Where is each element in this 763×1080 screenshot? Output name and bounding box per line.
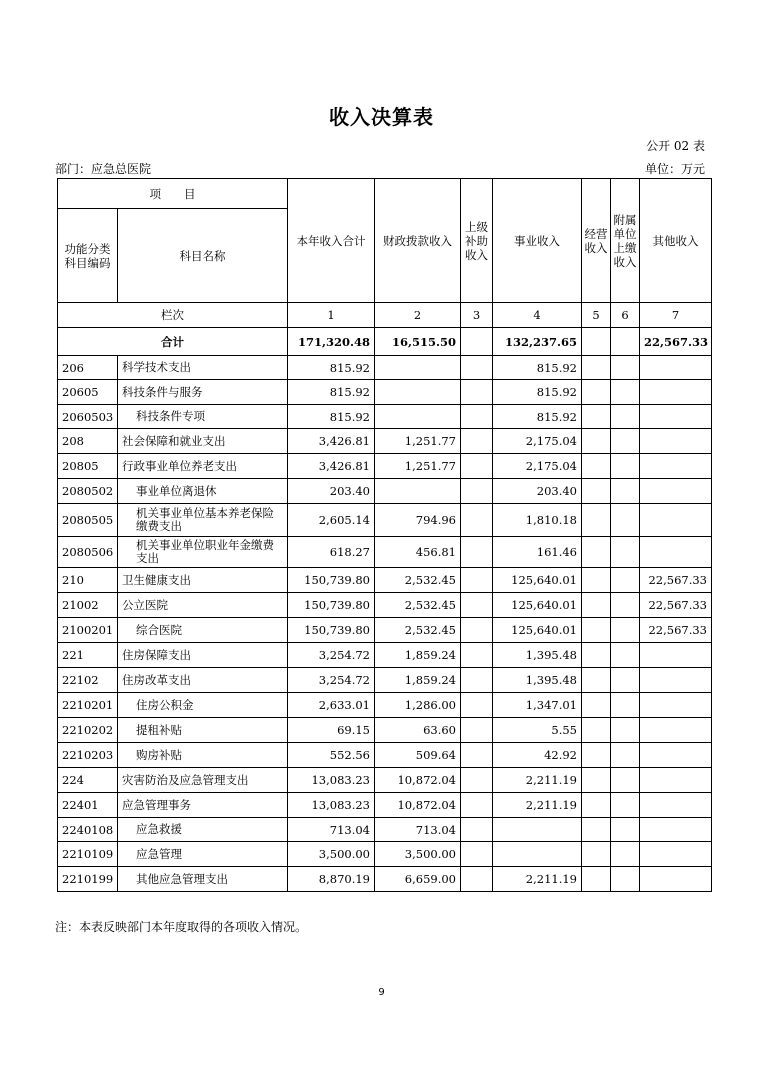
row-c5 <box>582 380 611 405</box>
row-c4: 1,395.48 <box>493 643 582 668</box>
index-label: 栏次 <box>58 303 288 328</box>
header-col2: 财政拨款收入 <box>375 179 461 303</box>
row-c1: 3,426.81 <box>288 454 375 479</box>
table-note: 注：本表反映部门本年度取得的各项收入情况。 <box>55 920 308 934</box>
row-c2: 1,251.77 <box>375 454 461 479</box>
table-row <box>58 479 712 504</box>
row-c3 <box>461 618 493 643</box>
row-c1: 815.92 <box>288 405 375 429</box>
row-c6 <box>611 356 640 380</box>
row-c7 <box>640 405 712 429</box>
row-c6 <box>611 743 640 768</box>
index-4: 4 <box>493 303 582 328</box>
row-c5 <box>582 405 611 429</box>
row-c6 <box>611 768 640 793</box>
row-c7 <box>640 718 712 743</box>
total-row <box>58 328 712 356</box>
table-row <box>58 405 712 429</box>
row-c5 <box>582 768 611 793</box>
row-c4 <box>493 818 582 842</box>
row-c2: 63.60 <box>375 718 461 743</box>
row-c2: 1,286.00 <box>375 693 461 718</box>
row-c6 <box>611 818 640 842</box>
row-c4: 815.92 <box>493 356 582 380</box>
row-c6 <box>611 793 640 818</box>
page-number: 9 <box>378 987 385 998</box>
row-c4: 2,175.04 <box>493 454 582 479</box>
row-c3 <box>461 793 493 818</box>
row-c4: 815.92 <box>493 380 582 405</box>
row-name: 社会保障和就业支出 <box>118 429 288 454</box>
index-row <box>58 303 712 328</box>
header-col7: 其他收入 <box>640 179 712 303</box>
row-code: 21002 <box>58 593 118 618</box>
row-c3 <box>461 537 493 568</box>
row-c5 <box>582 842 611 867</box>
row-c5 <box>582 818 611 842</box>
table-row <box>58 867 712 892</box>
row-c4: 815.92 <box>493 405 582 429</box>
row-c6 <box>611 504 640 537</box>
row-name: 住房保障支出 <box>118 643 288 668</box>
row-c1: 3,426.81 <box>288 429 375 454</box>
row-c2: 2,532.45 <box>375 618 461 643</box>
income-table <box>57 178 712 892</box>
row-c6 <box>611 718 640 743</box>
row-code: 224 <box>58 768 118 793</box>
header-item: 项 目 <box>58 179 288 209</box>
row-c2: 2,532.45 <box>375 593 461 618</box>
row-c4: 42.92 <box>493 743 582 768</box>
table-row <box>58 568 712 593</box>
row-c4: 5.55 <box>493 718 582 743</box>
table-row <box>58 768 712 793</box>
row-c1: 8,870.19 <box>288 867 375 892</box>
row-c3 <box>461 668 493 693</box>
department-label: 部门：应急总医院 <box>55 162 152 176</box>
row-c7 <box>640 643 712 668</box>
table-row <box>58 793 712 818</box>
row-c3 <box>461 643 493 668</box>
row-c4: 1,810.18 <box>493 504 582 537</box>
row-c7: 22,567.33 <box>640 568 712 593</box>
row-c7: 22,567.33 <box>640 593 712 618</box>
table-row <box>58 818 712 842</box>
row-name: 购房补贴 <box>118 743 288 768</box>
row-c1: 150,739.80 <box>288 568 375 593</box>
row-c3 <box>461 768 493 793</box>
row-c6 <box>611 618 640 643</box>
row-name: 行政事业单位养老支出 <box>118 454 288 479</box>
row-c4: 125,640.01 <box>493 618 582 643</box>
row-c6 <box>611 668 640 693</box>
row-c2: 1,859.24 <box>375 643 461 668</box>
row-c6 <box>611 405 640 429</box>
row-c7 <box>640 793 712 818</box>
row-code: 20605 <box>58 380 118 405</box>
row-code: 2210201 <box>58 693 118 718</box>
row-c2: 10,872.04 <box>375 768 461 793</box>
index-1: 1 <box>288 303 375 328</box>
row-c2: 2,532.45 <box>375 568 461 593</box>
row-c1: 552.56 <box>288 743 375 768</box>
row-code: 2080502 <box>58 479 118 504</box>
row-c7 <box>640 768 712 793</box>
row-c6 <box>611 568 640 593</box>
row-c1: 13,083.23 <box>288 768 375 793</box>
index-3: 3 <box>461 303 493 328</box>
row-code: 2210202 <box>58 718 118 743</box>
row-code: 2100201 <box>58 618 118 643</box>
row-c7 <box>640 504 712 537</box>
row-c2: 10,872.04 <box>375 793 461 818</box>
row-name: 机关事业单位职业年金缴费支出 <box>118 537 288 568</box>
row-c4: 2,211.19 <box>493 768 582 793</box>
index-2: 2 <box>375 303 461 328</box>
total-c1: 171,320.48 <box>288 328 375 356</box>
row-name: 卫生健康支出 <box>118 568 288 593</box>
row-c4: 1,395.48 <box>493 668 582 693</box>
row-c5 <box>582 504 611 537</box>
row-c3 <box>461 568 493 593</box>
row-c1: 13,083.23 <box>288 793 375 818</box>
row-c1: 150,739.80 <box>288 618 375 643</box>
table-row <box>58 429 712 454</box>
row-c3 <box>461 718 493 743</box>
row-c1: 3,254.72 <box>288 643 375 668</box>
row-c1: 713.04 <box>288 818 375 842</box>
row-name: 应急救援 <box>118 818 288 842</box>
row-code: 210 <box>58 568 118 593</box>
total-c6 <box>611 328 640 356</box>
row-c5 <box>582 718 611 743</box>
row-c5 <box>582 356 611 380</box>
row-c3 <box>461 429 493 454</box>
table-row <box>58 593 712 618</box>
header-col4: 事业收入 <box>493 179 582 303</box>
total-c5 <box>582 328 611 356</box>
row-name: 科学技术支出 <box>118 356 288 380</box>
row-code: 206 <box>58 356 118 380</box>
row-c1: 150,739.80 <box>288 593 375 618</box>
row-name: 其他应急管理支出 <box>118 867 288 892</box>
row-c6 <box>611 593 640 618</box>
row-c6 <box>611 842 640 867</box>
row-c7 <box>640 454 712 479</box>
row-code: 22102 <box>58 668 118 693</box>
row-c3 <box>461 593 493 618</box>
row-c5 <box>582 693 611 718</box>
table-row <box>58 693 712 718</box>
table-row <box>58 668 712 693</box>
row-name: 综合医院 <box>118 618 288 643</box>
row-c1: 618.27 <box>288 537 375 568</box>
row-c2: 1,251.77 <box>375 429 461 454</box>
row-c2: 456.81 <box>375 537 461 568</box>
row-c3 <box>461 504 493 537</box>
total-label: 合计 <box>58 328 288 356</box>
unit-label: 单位：万元 <box>644 162 705 176</box>
row-c6 <box>611 380 640 405</box>
row-c2 <box>375 356 461 380</box>
row-name: 住房公积金 <box>118 693 288 718</box>
row-c2 <box>375 405 461 429</box>
row-c1: 2,605.14 <box>288 504 375 537</box>
row-c6 <box>611 643 640 668</box>
row-c3 <box>461 454 493 479</box>
row-c4: 125,640.01 <box>493 568 582 593</box>
index-7: 7 <box>640 303 712 328</box>
row-c5 <box>582 743 611 768</box>
row-c3 <box>461 405 493 429</box>
row-name: 科技条件专项 <box>118 405 288 429</box>
header-col5: 经营收入 <box>582 179 611 303</box>
row-c6 <box>611 454 640 479</box>
index-5: 5 <box>582 303 611 328</box>
row-c6 <box>611 537 640 568</box>
row-c1: 203.40 <box>288 479 375 504</box>
row-c7 <box>640 818 712 842</box>
form-code: 公开 02 表 <box>646 139 705 153</box>
row-code: 208 <box>58 429 118 454</box>
row-c7 <box>640 842 712 867</box>
row-name: 公立医院 <box>118 593 288 618</box>
row-c7 <box>640 693 712 718</box>
row-c4: 203.40 <box>493 479 582 504</box>
row-c2 <box>375 380 461 405</box>
table-row <box>58 718 712 743</box>
row-c3 <box>461 818 493 842</box>
row-c1: 815.92 <box>288 356 375 380</box>
row-c3 <box>461 693 493 718</box>
row-c2: 713.04 <box>375 818 461 842</box>
row-c5 <box>582 643 611 668</box>
row-c7 <box>640 429 712 454</box>
row-c4: 125,640.01 <box>493 593 582 618</box>
row-c3 <box>461 867 493 892</box>
row-c5 <box>582 454 611 479</box>
row-c2: 1,859.24 <box>375 668 461 693</box>
row-c3 <box>461 380 493 405</box>
row-c3 <box>461 743 493 768</box>
row-c7 <box>640 743 712 768</box>
table-row <box>58 743 712 768</box>
row-c4: 161.46 <box>493 537 582 568</box>
total-c3 <box>461 328 493 356</box>
table-row <box>58 356 712 380</box>
row-code: 2080506 <box>58 537 118 568</box>
row-c2: 794.96 <box>375 504 461 537</box>
row-name: 应急管理事务 <box>118 793 288 818</box>
row-c1: 815.92 <box>288 380 375 405</box>
row-c2: 509.64 <box>375 743 461 768</box>
row-c3 <box>461 842 493 867</box>
row-name: 科技条件与服务 <box>118 380 288 405</box>
row-c7 <box>640 867 712 892</box>
row-c4: 2,211.19 <box>493 793 582 818</box>
row-c4: 2,175.04 <box>493 429 582 454</box>
row-code: 2060503 <box>58 405 118 429</box>
row-code: 22401 <box>58 793 118 818</box>
row-code: 221 <box>58 643 118 668</box>
row-c6 <box>611 429 640 454</box>
row-name: 事业单位离退休 <box>118 479 288 504</box>
header-col1: 本年收入合计 <box>288 179 375 303</box>
row-code: 20805 <box>58 454 118 479</box>
row-c2: 3,500.00 <box>375 842 461 867</box>
row-c7 <box>640 479 712 504</box>
row-c6 <box>611 867 640 892</box>
header-func-code: 功能分类科目编码 <box>58 209 118 303</box>
row-c1: 3,254.72 <box>288 668 375 693</box>
row-c4: 2,211.19 <box>493 867 582 892</box>
row-code: 2210109 <box>58 842 118 867</box>
row-c5 <box>582 537 611 568</box>
table-row <box>58 842 712 867</box>
total-c2: 16,515.50 <box>375 328 461 356</box>
row-c5 <box>582 668 611 693</box>
row-c5 <box>582 568 611 593</box>
report-title: 收入决算表 <box>329 105 434 129</box>
row-c7 <box>640 537 712 568</box>
row-code: 2240108 <box>58 818 118 842</box>
header-row-1 <box>58 179 712 209</box>
row-c2 <box>375 479 461 504</box>
header-subject-name: 科目名称 <box>118 209 288 303</box>
row-name: 提租补贴 <box>118 718 288 743</box>
row-name: 机关事业单位基本养老保险缴费支出 <box>118 504 288 537</box>
row-code: 2080505 <box>58 504 118 537</box>
row-c6 <box>611 479 640 504</box>
row-c4 <box>493 842 582 867</box>
table-row <box>58 380 712 405</box>
table-row <box>58 643 712 668</box>
total-c7: 22,567.33 <box>640 328 712 356</box>
row-c2: 6,659.00 <box>375 867 461 892</box>
row-c1: 3,500.00 <box>288 842 375 867</box>
row-name: 应急管理 <box>118 842 288 867</box>
row-c5 <box>582 867 611 892</box>
row-c3 <box>461 356 493 380</box>
row-c5 <box>582 429 611 454</box>
row-c7: 22,567.33 <box>640 618 712 643</box>
row-c7 <box>640 668 712 693</box>
row-c1: 69.15 <box>288 718 375 743</box>
row-c5 <box>582 593 611 618</box>
data-rows <box>58 356 712 892</box>
table-row <box>58 454 712 479</box>
row-c5 <box>582 479 611 504</box>
header-col6: 附属单位上缴收入 <box>611 179 640 303</box>
total-c4: 132,237.65 <box>493 328 582 356</box>
row-c4: 1,347.01 <box>493 693 582 718</box>
row-c7 <box>640 380 712 405</box>
row-c3 <box>461 479 493 504</box>
row-c1: 2,633.01 <box>288 693 375 718</box>
table-row <box>58 504 712 537</box>
row-name: 住房改革支出 <box>118 668 288 693</box>
row-code: 2210203 <box>58 743 118 768</box>
index-6: 6 <box>611 303 640 328</box>
table-row <box>58 537 712 568</box>
row-c5 <box>582 618 611 643</box>
row-c6 <box>611 693 640 718</box>
header-col3: 上级补助收入 <box>461 179 493 303</box>
row-code: 2210199 <box>58 867 118 892</box>
row-c7 <box>640 356 712 380</box>
row-c5 <box>582 793 611 818</box>
table-row <box>58 618 712 643</box>
row-name: 灾害防治及应急管理支出 <box>118 768 288 793</box>
